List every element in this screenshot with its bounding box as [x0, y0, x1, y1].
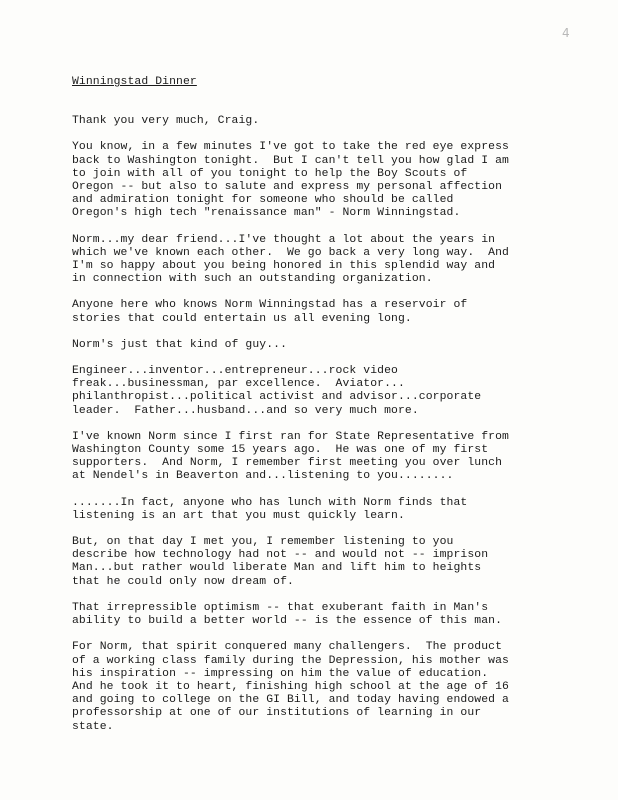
speech-text: [72, 76, 592, 747]
paragraph: That irrepressible optimism -- that exuberant faith in Man's ability to build a better world -- is the essence of this man.: [72, 601, 503, 628]
paragraph: Thank you very much, Craig.: [72, 115, 260, 128]
paragraph: You know, in a few minutes I've got to take the red eye express back to Washington tonight. But I can't tell you how glad I am to join with all of you tonight to help the Boy Scouts of Oregon -- but also to salute and express my personal affection and admiration tonight for someone who should be called Oregon's high tech "renaissance man" - Norm Winningstad.: [72, 141, 509, 220]
paragraph: For Norm, that spirit conquered many challengers. The product of a working class family during the Depression, his mother was his inspiration -- impressing on him the value of education. And he took it to heart, finishing high school at the age of 16 and going to college on the GI Bill, and today having endowed a professorship at one of our institutions of learning in our state.: [72, 641, 509, 733]
paragraph: But, on that day I met you, I remember listening to you describe how technology had not -- and would not -- imprison Man...but rather would liberate Man and lift him to heights that he could only now dream of.: [72, 536, 489, 588]
paragraph: Anyone here who knows Norm Winningstad has a reservoir of stories that could entertain us all evening long.: [72, 299, 468, 325]
paragraph: Norm's just that kind of guy...: [72, 338, 288, 351]
document-title: Winningstad Dinner: [72, 76, 197, 88]
paragraph: .......In fact, anyone who has lunch with Norm finds that listening is an art that you must quickly learn.: [72, 496, 468, 522]
margin-note: 4: [562, 26, 570, 40]
paragraph: Engineer...inventor...entrepreneur...rock video freak...businessman, par excellence. Aviator... philanthropist...political activist and advisor...corporate leader. Father...husband...and so very much more.: [72, 365, 482, 417]
paragraph: I've known Norm since I first ran for State Representative from Washington County some 15 years ago. He was one of my first supporters. And Norm, I remember first meeting you over lunch at Nendel's in Beaverton and...listening to you........: [72, 430, 509, 483]
paragraph: Norm...my dear friend...I've thought a lot about the years in which we've known each other. We go back a very long way. And I'm so happy about you being honored in this splendid way and in connection with such an outstanding organization.: [72, 233, 509, 286]
